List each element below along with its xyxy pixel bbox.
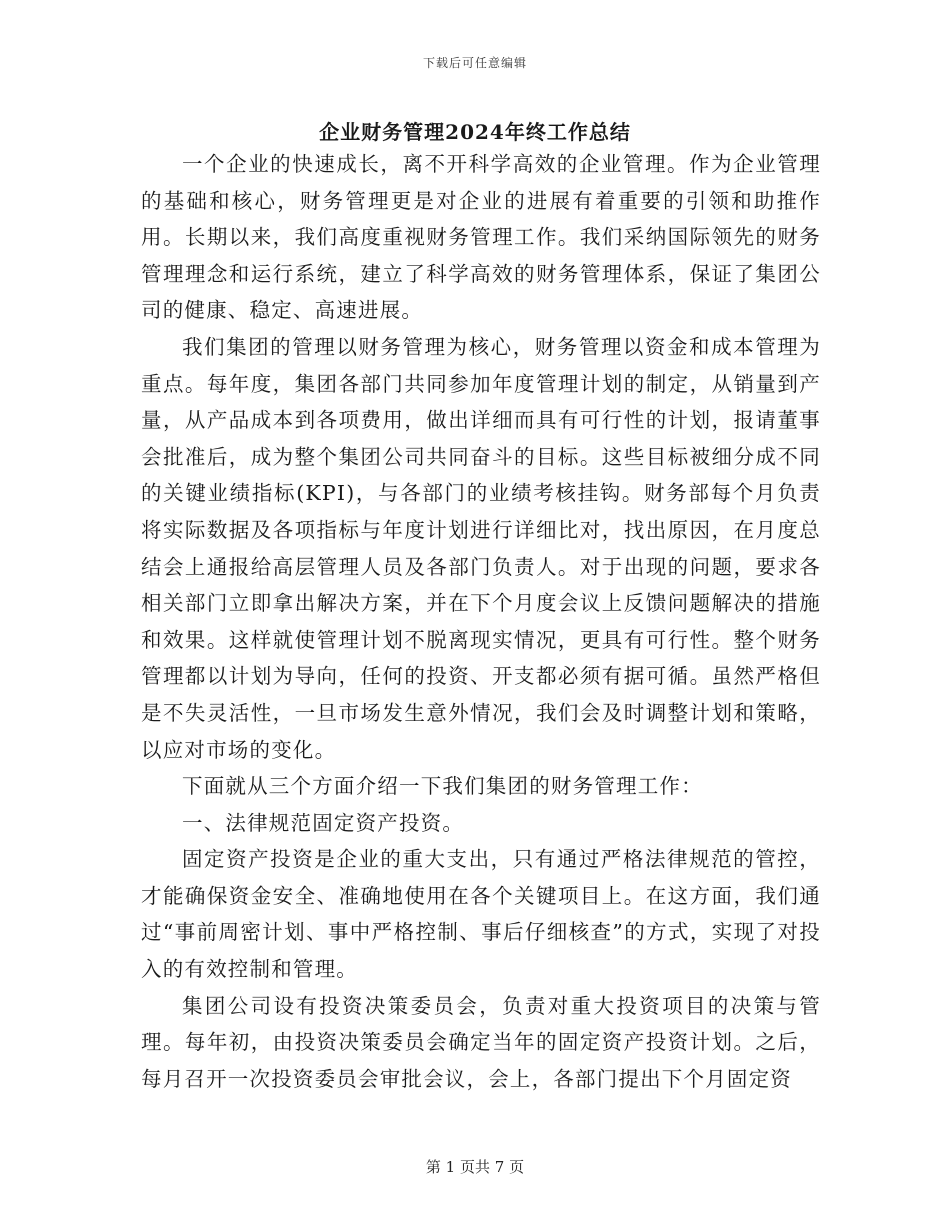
document-title: 企业财务管理2024年终工作总结	[319, 120, 631, 144]
section-heading: 一、法律规范固定资产投资。	[182, 810, 465, 835]
paragraph: 下面就从三个方面介绍一下我们集团的财务管理工作：	[182, 774, 703, 799]
header-note: 下载后可任意编辑	[422, 56, 527, 70]
page-number: 第 1 页共 7 页	[425, 1158, 525, 1176]
paragraph: 我们集团的管理以财务管理为核心，财务管理以资金和成本管理为重点。每年度，集团各部门共同参加年度管理计划的制定，从销量到产量，从产品成本到各项费用，做出详细而具有可行性的计划，报请董事会批准后，成为整个集团公司共同奋斗的目标。这些目标被细分成不同的关键业绩指标(KPI)，与各部门的业绩考核挂钩。财务部每个月负责将实际数据及各项指标与年度计划进行详细比对，找出原因，在月度总结会上通报给高层管理人员及各部门负责人。对于出现的问题，要求各相关部门立即拿出解决方案，并在下个月度会议上反馈问题解决的措施和效果。这样就使管理计划不脱离现实情况，更具有可行性。整个财务管理都以计划为导向，任何的投资、开支都必须有据可循。虽然严格但是不失灵活性，一旦市场发生意外情况，我们会及时调整计划和策略，以应对市场的变化。	[141, 334, 821, 762]
paragraph: 集团公司设有投资决策委员会，负责对重大投资项目的决策与管理。每年初，由投资决策委员会确定当年的固定资产投资计划。之后，每月召开一次投资委员会审批会议，会上，各部门提出下个月固定资	[141, 993, 821, 1091]
document-body	[141, 146, 821, 1097]
paragraph: 一个企业的快速成长，离不开科学高效的企业管理。作为企业管理的基础和核心，财务管理更是对企业的进展有着重要的引领和助推作用。长期以来，我们高度重视财务管理工作。我们采纳国际领先的财务管理理念和运行系统，建立了科学高效的财务管理体系，保证了集团公司的健康、稳定、高速进展。	[141, 152, 821, 323]
paragraph: 固定资产投资是企业的重大支出，只有通过严格法律规范的管控，才能确保资金安全、准确地使用在各个关键项目上。在这方面，我们通过“事前周密计划、事中严格控制、事后仔细核查”的方式，实现了对投入的有效控制和管理。	[141, 847, 821, 982]
